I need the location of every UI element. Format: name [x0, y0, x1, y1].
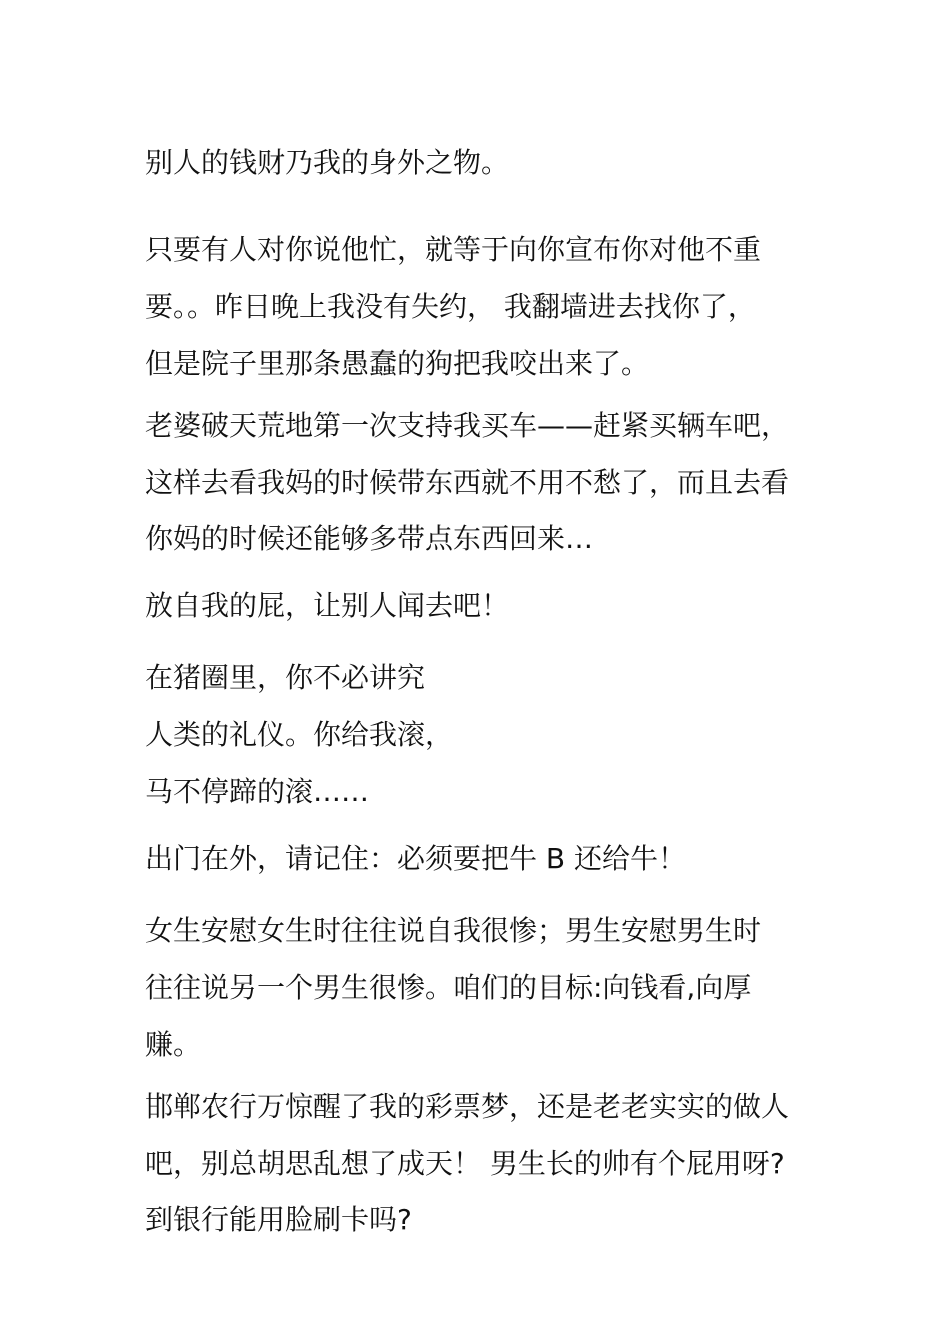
text-line-16: 邯郸农行万惊醒了我的彩票梦，还是老老实实的做人	[145, 1090, 790, 1123]
text-line-17: 吧，别总胡思乱想了成天！ 男生长的帅有个屁用呀?	[145, 1147, 785, 1180]
text-line-2: 只要有人对你说他忙，就等于向你宣布你对他不重	[145, 233, 762, 266]
text-line-11: 马不停蹄的滚……	[145, 775, 370, 808]
text-line-5: 老婆破天荒地第一次支持我买车——赶紧买辆车吧，	[145, 409, 790, 442]
text-line-3: 要。。昨日晚上我没有失约， 我翻墙进去找你了，	[145, 290, 756, 323]
text-line-10: 人类的礼仪。你给我滚，	[145, 718, 454, 751]
text-line-13: 女生安慰女生时往往说自我很惨；男生安慰男生时	[145, 914, 762, 947]
text-line-1: 别人的钱财乃我的身外之物。	[145, 146, 510, 179]
text-line-18: 到银行能用脸刷卡吗?	[145, 1203, 412, 1236]
text-line-9: 在猪圈里，你不必讲究	[145, 661, 426, 694]
text-line-4: 但是院子里那条愚蠢的狗把我咬出来了。	[145, 347, 650, 380]
text-line-8: 放自我的屁，让别人闻去吧！	[145, 589, 510, 622]
text-line-15: 赚。	[145, 1028, 202, 1061]
text-line-6: 这样去看我妈的时候带东西就不用不愁了，而且去看	[145, 466, 790, 499]
text-line-12: 出门在外，请记住：必须要把牛 B 还给牛！	[145, 842, 687, 875]
text-line-7: 你妈的时候还能够多带点东西回来…	[145, 522, 594, 555]
text-line-14: 往往说另一个男生很惨。咱们的目标:向钱看,向厚	[145, 971, 752, 1004]
